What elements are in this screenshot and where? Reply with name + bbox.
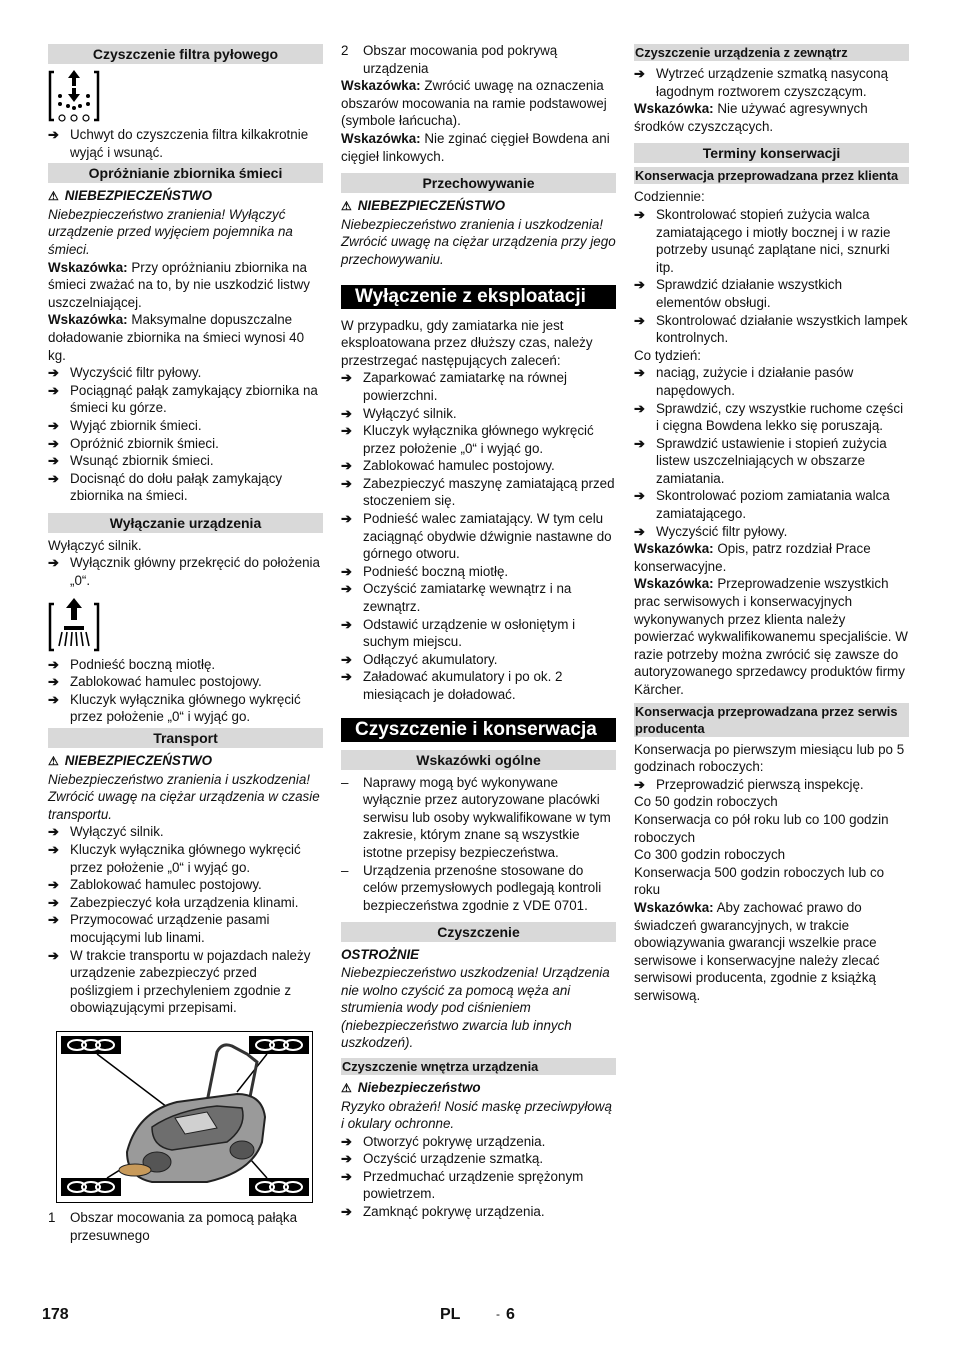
list-item: ➔ Otworzyć pokrywę urządzenia. (341, 1133, 616, 1151)
list-item: ➔ W trakcie transportu w pojazdach należy urządzenie zabezpieczyć przed poślizgiem i przechyleniem zgodnie z obowiązującymi przepisami. (48, 947, 323, 1017)
list-item: ➔ Zablokować hamulec postojowy. (48, 673, 323, 691)
section-title-interior: Czyszczenie wnętrza urządzenia (341, 1058, 616, 1075)
section-title-customer-maintenance: Konserwacja przeprowadzana przez klienta (634, 167, 909, 184)
caution-heading: OSTROŻNIE (341, 947, 420, 963)
language-code: PL (440, 1306, 461, 1323)
danger-text: Niebezpieczeństwo zranienia! Wyłączyć urządzenie przed wyjęciem pojemnika na śmieci. (48, 206, 293, 257)
section-title-cleaning: Czyszczenie (341, 922, 616, 942)
list-item: ➔ Wyczyścić filtr pyłowy. (48, 364, 323, 382)
paragraph: Co 300 godzin roboczych (634, 847, 786, 863)
list-item: – Naprawy mogą być wykonywane wyłącznie przez autoryzowane placówki serwisu lub osoby wykwalifikowane w tym zakresie, którym znane są wszystkie istotne przepisy bezpieczeństwa. (341, 774, 616, 862)
paragraph: Codziennie: (634, 189, 705, 205)
note-paragraph: Wskazówka: Opis, patrz rozdział Prace konserwacyjne. (634, 541, 871, 574)
danger-heading: ⚠ NIEBEZPIECZEŃSTWO (48, 752, 323, 771)
section-title-emptying: Opróżnianie zbiornika śmieci (48, 163, 323, 183)
sweeper-illustration (56, 1031, 313, 1203)
list-item: ➔ Zablokować hamulec postojowy. (48, 876, 323, 894)
list-item: ➔ Wyłącznik główny przekręcić do położenia „0“. (48, 554, 323, 589)
list-item: ➔ Wsunąć zbiornik śmieci. (48, 452, 323, 470)
chapter-title-decommission: Wyłączenie z eksploatacji (341, 285, 616, 309)
column-1 (48, 42, 323, 1244)
list-item: – Urządzenia przenośne stosowane do celów przemysłowych podlegają kontroli bezpieczeństwa zgodnie z VDE 0701. (341, 862, 616, 915)
danger-heading: ⚠ Niebezpieczeństwo (341, 1079, 616, 1098)
note-paragraph: Wskazówka: Przy opróżnianiu zbiornika na śmieci zważać na to, by nie uszkodzić listwy uszczelniającej. (48, 259, 310, 310)
list-item: ➔ Opróżnić zbiornik śmieci. (48, 435, 323, 453)
chain-icon (61, 1178, 121, 1196)
paragraph: Konserwacja po pierwszym miesiącu lub po 5 godzinach roboczych: (634, 741, 905, 775)
list-item: ➔ Zamknąć pokrywę urządzenia. (341, 1203, 616, 1221)
section-title-schedule: Terminy konserwacji (634, 143, 909, 163)
page-number: 178 (42, 1306, 69, 1323)
paragraph: Wyłączyć silnik. (48, 537, 142, 553)
list-item: ➔ Sprawdzić działanie wszystkich elementów obsługi. (634, 276, 909, 311)
note-paragraph: Wskazówka: Nie zginać cięgieł Bowdena ani cięgieł linkowych. (341, 130, 610, 164)
chain-icon (61, 1036, 121, 1054)
list-item: ➔ Zabezpieczyć maszynę zamiatającą przed stoczeniem się. (341, 475, 616, 510)
danger-text: Ryzyko obrażeń! Nosić maskę przeciwpyłową i okulary ochronne. (341, 1098, 612, 1132)
list-item: ➔ Sprawdzić, czy wszystkie ruchome części i cięgna Bowdena lekko się poruszają. (634, 400, 909, 435)
list-item: ➔ naciąg, zużycie i działanie pasów napędowych. (634, 364, 909, 399)
section-title-filter: Czyszczenie filtra pyłowego (48, 44, 323, 64)
danger-heading: ⚠ NIEBEZPIECZEŃSTWO (48, 187, 323, 206)
list-item: ➔ Podnieść walec zamiatający. W tym celu zaciągnąć obydwie dźwignie nastawne do górnego otworu. (341, 510, 616, 563)
list-item: ➔ Przedmuchać urządzenie sprężonym powietrzem. (341, 1168, 616, 1203)
section-title-service-maintenance: Konserwacja przeprowadzana przez serwis producenta (634, 703, 909, 737)
list-item: ➔ Podnieść boczną miotłę. (48, 656, 323, 674)
paragraph: Co tydzień: (634, 347, 701, 363)
note-paragraph: Wskazówka: Maksymalne dopuszczalne doładowanie zbiornika na śmieci wynosi 40 kg. (48, 312, 305, 363)
danger-text: Niebezpieczeństwo zranienia i uszkodzenia! Zwrócić uwagę na ciężar urządzenia przy jego przechowywaniu. (341, 216, 616, 267)
lift-brush-icon (48, 596, 108, 654)
list-item: ➔ Kluczyk wyłącznika głównego wykręcić przez położenie „0“ i wyjąć go. (48, 841, 323, 876)
list-item: ➔ Pociągnąć pałąk zamykający zbiornika na śmieci ku górze. (48, 382, 323, 417)
list-item: ➔ Odłączyć akumulatory. (341, 651, 616, 669)
list-item: ➔ Przymocować urządzenie pasami mocującymi lub linami. (48, 911, 323, 946)
paragraph: W przypadku, gdy zamiatarka nie jest eksploatowana przez dłuższy czas, należy przestrzegać następujących zaleceń: (341, 317, 593, 368)
section-title-general: Wskazówki ogólne (341, 750, 616, 770)
note-paragraph: Wskazówka: Aby zachować prawo do świadczeń gwarancyjnych, w trakcie obowiązywania gwarancji wszelkie prace serwisowe i konserwacyjne należy zlecać serwisowi producenta, zgodnie z książką serwisową. (634, 899, 880, 1003)
list-item: ➔ Sprawdzić ustawienie i stopień zużycia listew uszczelniających w obszarze zamiatania. (634, 435, 909, 488)
section-page-number: 6 (506, 1306, 515, 1323)
paragraph: Co 50 godzin roboczych (634, 794, 778, 810)
list-item: ➔ Skontrolować działanie wszystkich lampek kontrolnych. (634, 312, 909, 347)
list-item: ➔ Kluczyk wyłącznika głównego wykręcić przez położenie „0“ i wyjąć go. (48, 691, 323, 726)
footer-separator: - (496, 1307, 500, 1321)
column-2 (341, 42, 616, 1221)
column-3 (634, 42, 909, 1005)
danger-heading: ⚠ NIEBEZPIECZEŃSTWO (341, 197, 616, 216)
chapter-title-cleaning-maintenance: Czyszczenie i konserwacja (341, 718, 616, 742)
paragraph: Konserwacja 500 godzin roboczych lub co roku (634, 864, 885, 898)
list-item: ➔ Wyczyścić filtr pyłowy. (634, 523, 909, 541)
list-item: ➔ Wyłączyć silnik. (341, 405, 616, 423)
list-item: ➔ Wyłączyć silnik. (48, 823, 323, 841)
list-item: ➔ Oczyścić zamiatarkę wewnątrz i na zewnątrz. (341, 580, 616, 615)
list-item: ➔ Oczyścić urządzenie szmatką. (341, 1150, 616, 1168)
list-item: ➔ Kluczyk wyłącznika głównego wykręcić przez położenie „0“ i wyjąć go. (341, 422, 616, 457)
list-item: ➔ Zabezpieczyć koła urządzenia klinami. (48, 894, 323, 912)
list-item: ➔ Wyjąć zbiornik śmieci. (48, 417, 323, 435)
sweeper-drawing (57, 1032, 312, 1202)
list-item: ➔ Wytrzeć urządzenie szmatką nasyconą łagodnym roztworem czyszczącym. (634, 65, 909, 100)
list-item: ➔ Skontrolować poziom zamiatania walca zamiatającego. (634, 487, 909, 522)
figure-caption: 2 Obszar mocowania pod pokrywą urządzenia (341, 43, 558, 76)
section-title-exterior: Czyszczenie urządzenia z zewnątrz (634, 44, 909, 61)
list-item: ➔ Uchwyt do czyszczenia filtra kilkakrotnie wyjąć i wsunąć. (48, 126, 323, 161)
chain-icon (249, 1178, 309, 1196)
list-item: ➔ Docisnąć do dołu pałąk zamykający zbiornika na śmieci. (48, 470, 323, 505)
section-title-switch-off: Wyłączanie urządzenia (48, 513, 323, 533)
note-paragraph: Wskazówka: Przeprowadzenie wszystkich prac serwisowych i konserwacyjnych wykonywanych przez klienta należy powierzać wykwalifikowanemu specjaliście. W razie potrzeby można zwrócić się zawsze do autoryzowanego sprzedawcy produktów firmy Kärcher. (634, 576, 908, 697)
list-item: ➔ Skontrolować stopień zużycia walca zamiatającego i miotły bocznej i w razie potrzeby usunąć zaplątane nici, sznurki itp. (634, 206, 909, 276)
danger-text: Niebezpieczeństwo zranienia i uszkodzenia! Zwrócić uwagę na ciężar urządzenia w czasie transportu. (48, 771, 320, 822)
paragraph: Konserwacja co pół roku lub co 100 godzin roboczych (634, 811, 889, 845)
figure-caption: 1 Obszar mocowania za pomocą pałąka przesuwnego (48, 1209, 298, 1243)
list-item: ➔ Zablokować hamulec postojowy. (341, 457, 616, 475)
chain-icon (249, 1036, 309, 1054)
list-item: ➔ Odstawić urządzenie w osłoniętym i suchym miejscu. (341, 616, 616, 651)
filter-cleaning-icon (48, 68, 108, 124)
caution-text: Niebezpieczeństwo uszkodzenia! Urządzenia nie wolno czyścić za pomocą węża ani strumienia wody pod ciśnieniem (niebezpieczeństwo zwarcia lub innych uszkodzeń). (341, 964, 610, 1051)
note-paragraph: Wskazówka: Zwrócić uwagę na oznaczenia obszarów mocowania na ramie podstawowej (symbole łańcucha). (341, 78, 607, 129)
section-title-transport: Transport (48, 728, 323, 748)
list-item: ➔ Załadować akumulatory i po ok. 2 miesiącach je doładować. (341, 668, 616, 703)
note-paragraph: Wskazówka: Nie używać agresywnych środków czyszczących. (634, 101, 868, 134)
list-item: ➔ Zaparkować zamiatarkę na równej powierzchni. (341, 369, 616, 404)
list-item: ➔ Podnieść boczną miotłę. (341, 563, 616, 581)
section-title-storage: Przechowywanie (341, 173, 616, 193)
list-item: ➔ Przeprowadzić pierwszą inspekcję. (634, 776, 909, 794)
